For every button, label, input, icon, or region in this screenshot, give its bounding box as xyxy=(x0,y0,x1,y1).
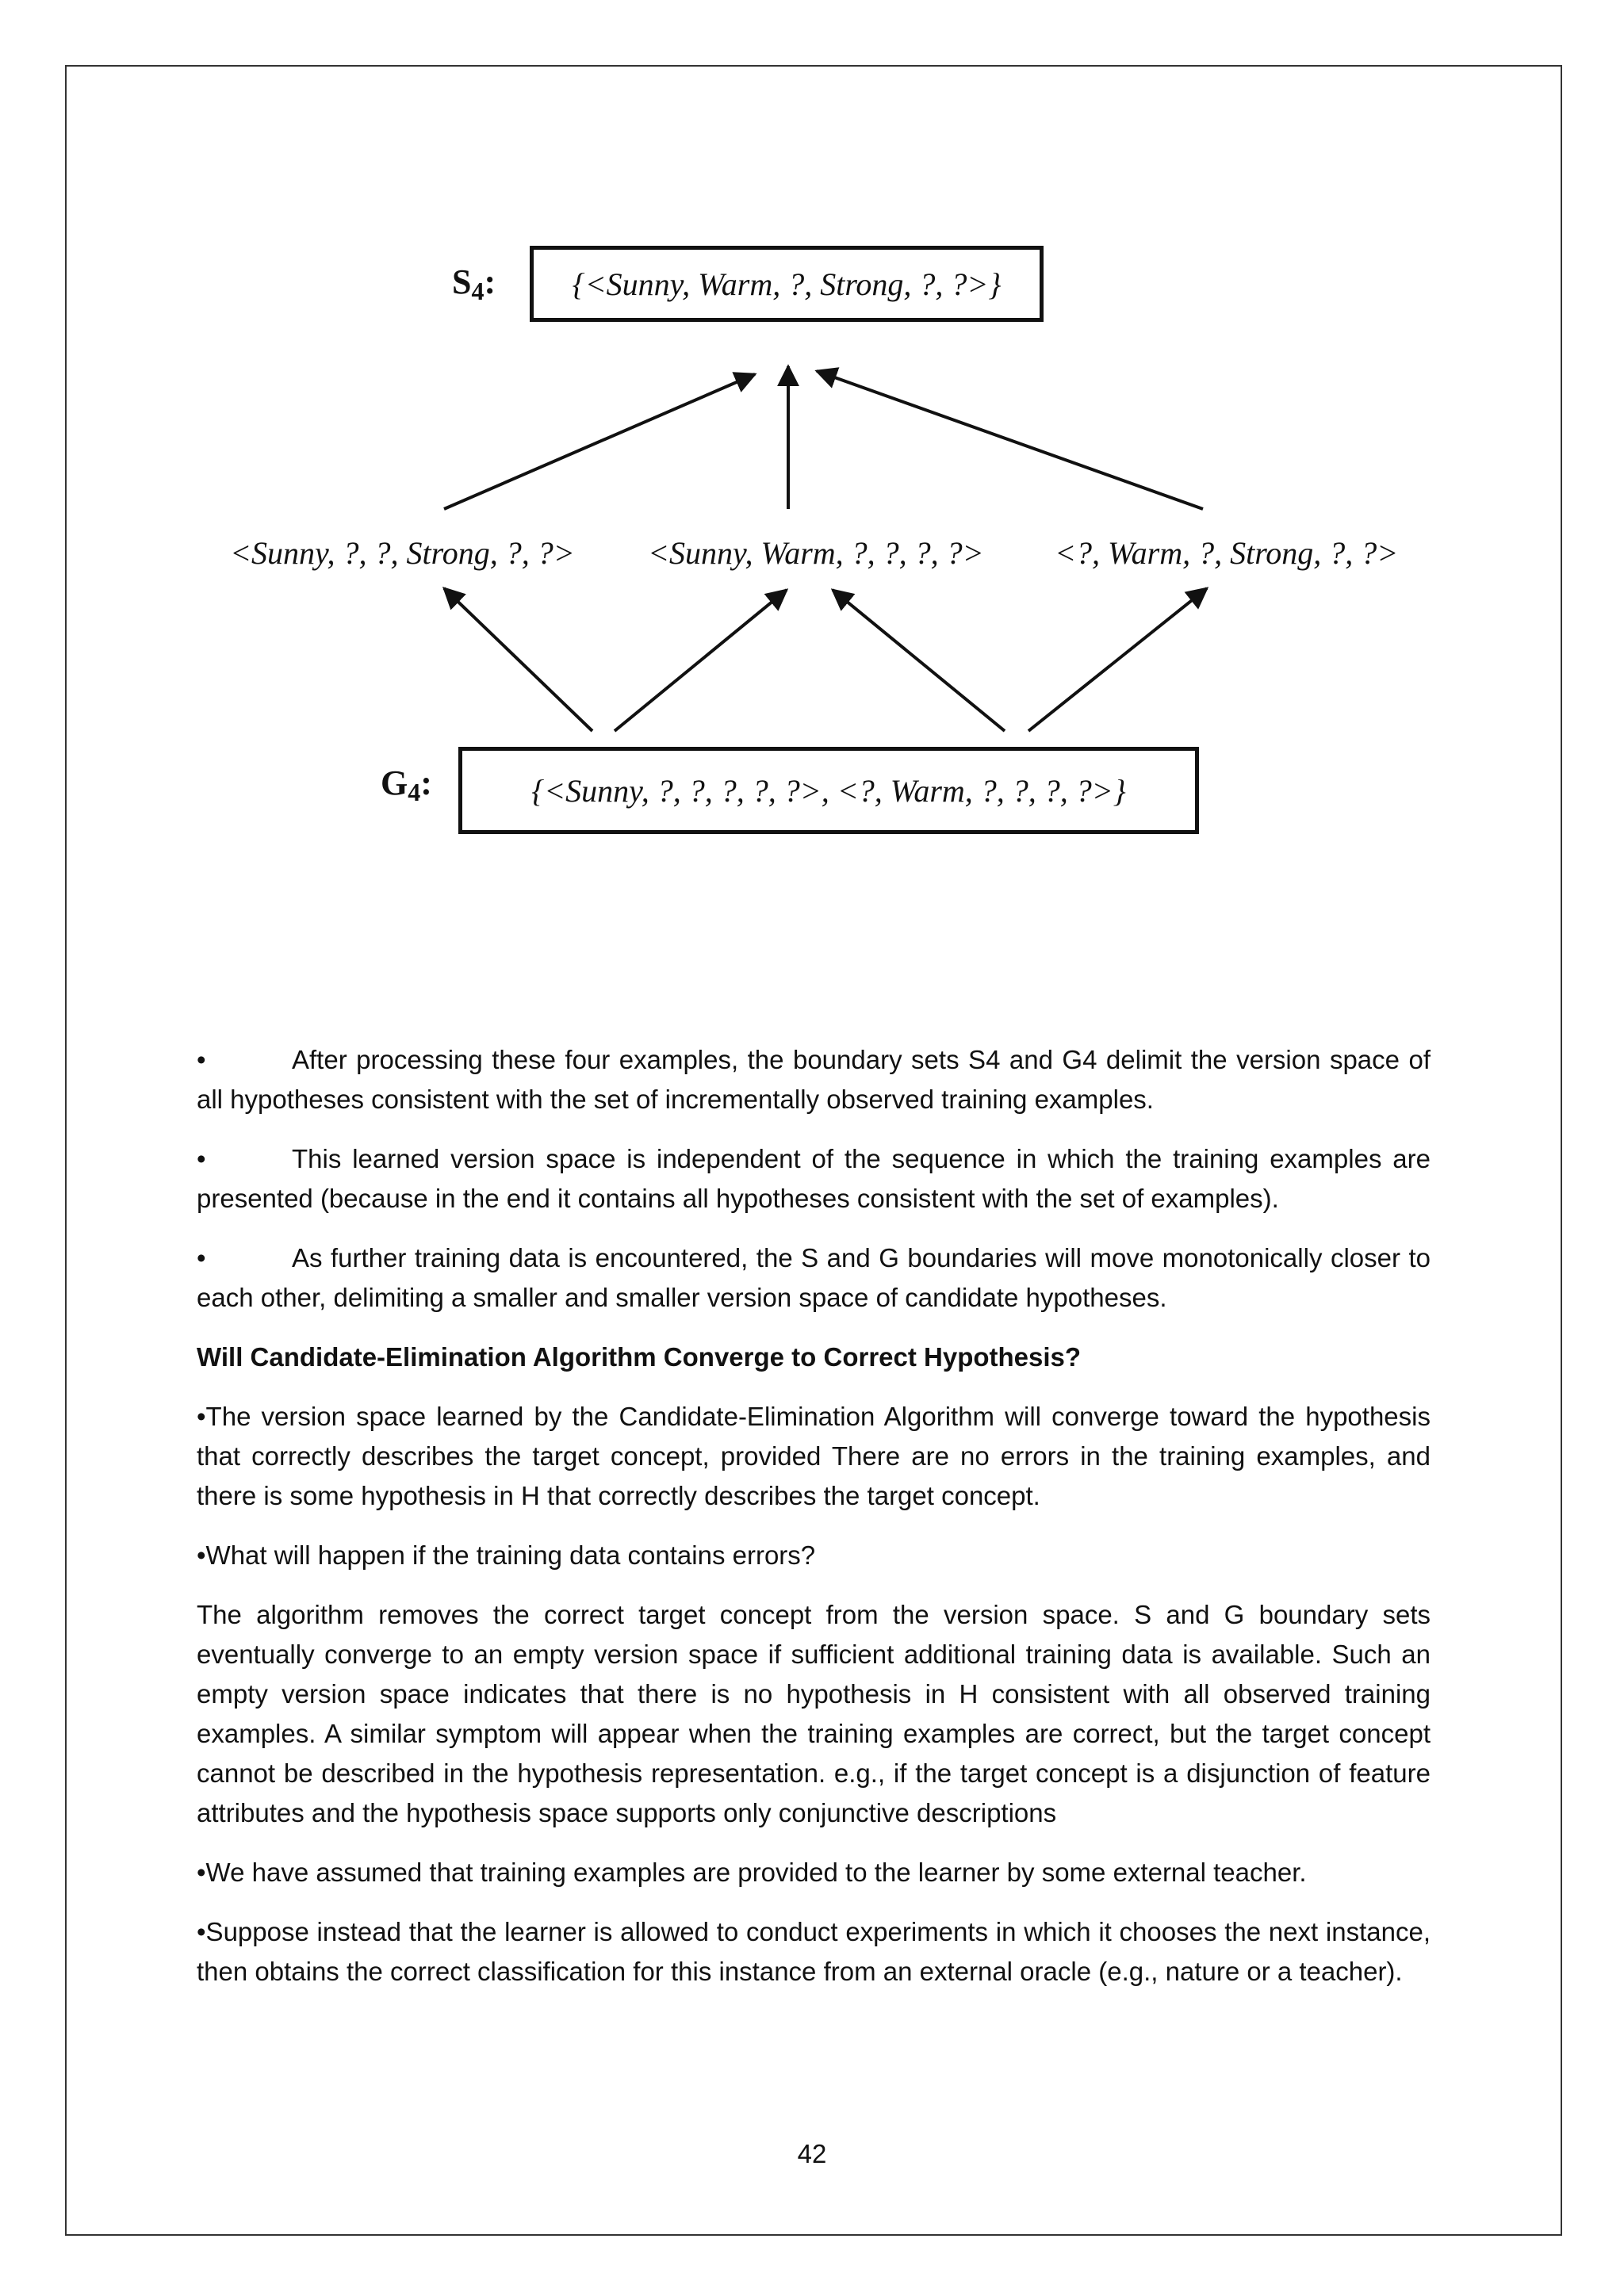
page-number: 42 xyxy=(797,2139,827,2168)
version-space-figure xyxy=(65,65,1562,977)
bullet-2-mark: • xyxy=(197,1144,206,1173)
paragraph-teacher: •We have assumed that training examples are provided to the learner by some external teacher. xyxy=(197,1858,1307,1887)
arrow-g4-to-mid2b xyxy=(833,590,1005,731)
paragraph-errors-answer: The algorithm removes the correct target concept from the version space. S and G boundary sets eventually converge to an empty version space if sufficient additional training data is available. Such an empty version space indicates that there is no hypothesis in H consistent with all observed training examples. A similar symptom will appear when the training examples are correct, but the target concept cannot be described in the hypothesis representation. e.g., if the target concept is a disjunction of feature attributes and the hypothesis space supports only conjunctive descriptions xyxy=(197,1600,1431,1827)
arrow-g4-to-mid1 xyxy=(444,588,592,731)
middle-hypothesis-2: <Sunny, Warm, ?, ?, ?, ?> xyxy=(648,535,984,571)
middle-hypothesis-1: <Sunny, ?, ?, Strong, ?, ?> xyxy=(230,535,575,571)
section-heading: Will Candidate-Elimination Algorithm Converge to Correct Hypothesis? xyxy=(197,1342,1082,1372)
bullet-3-mark: • xyxy=(197,1243,206,1272)
arrow-mid3-to-s4 xyxy=(817,371,1203,509)
s4-box: {<Sunny, Warm, ?, Strong, ?, ?>} xyxy=(530,246,1044,322)
paragraph-errors-question: •What will happen if the training data contains errors? xyxy=(197,1540,816,1570)
arrow-mid1-to-s4 xyxy=(444,374,755,509)
s4-label xyxy=(452,262,496,306)
body-text xyxy=(197,1040,1431,2011)
g4-label-colon: : xyxy=(420,763,432,802)
g4-box: {<Sunny, ?, ?, ?, ?, ?>, <?, Warm, ?, ?, ?, ?>} xyxy=(458,747,1199,834)
paragraph-experiments: •Suppose instead that the learner is allowed to conduct experiments in which it chooses the next instance, then obtains the correct classification for this instance from an external oracle (e.g., nature or a teacher). xyxy=(197,1917,1431,1986)
bullet-3-text: As further training data is encountered, the S and G boundaries will move monotonically closer to each other, delimiting a smaller and smaller version space of candidate hypotheses. xyxy=(197,1243,1431,1312)
s4-label-sub: 4 xyxy=(471,277,485,305)
bullet-3 xyxy=(197,1238,1431,1318)
s4-label-letter: S xyxy=(452,262,472,301)
figure-arrows xyxy=(65,65,1562,977)
bullet-1-mark: • xyxy=(197,1045,206,1074)
s4-label-colon: : xyxy=(484,262,496,301)
g4-label xyxy=(381,763,432,807)
bullet-1 xyxy=(197,1040,1431,1119)
arrow-g4-to-mid3 xyxy=(1028,588,1207,731)
paragraph-convergence: •The version space learned by the Candidate-Elimination Algorithm will converge toward the hypothesis that correctly describes the target concept, provided There are no errors in the training examples, and there is some hypothesis in H that correctly describes the target concept. xyxy=(197,1402,1431,1510)
bullet-2 xyxy=(197,1139,1431,1219)
middle-hypothesis-3: <?, Warm, ?, Strong, ?, ?> xyxy=(1055,535,1399,571)
g4-label-letter: G xyxy=(381,763,408,802)
arrow-g4-to-mid2a xyxy=(615,590,787,731)
g4-label-sub: 4 xyxy=(408,778,421,806)
bullet-1-text: After processing these four examples, the boundary sets S4 and G4 delimit the version space of all hypotheses consistent with the set of incrementally observed training examples. xyxy=(197,1045,1431,1114)
bullet-2-text: This learned version space is independent of the sequence in which the training examples are presented (because in the end it contains all hypotheses consistent with the set of examples). xyxy=(197,1144,1431,1213)
